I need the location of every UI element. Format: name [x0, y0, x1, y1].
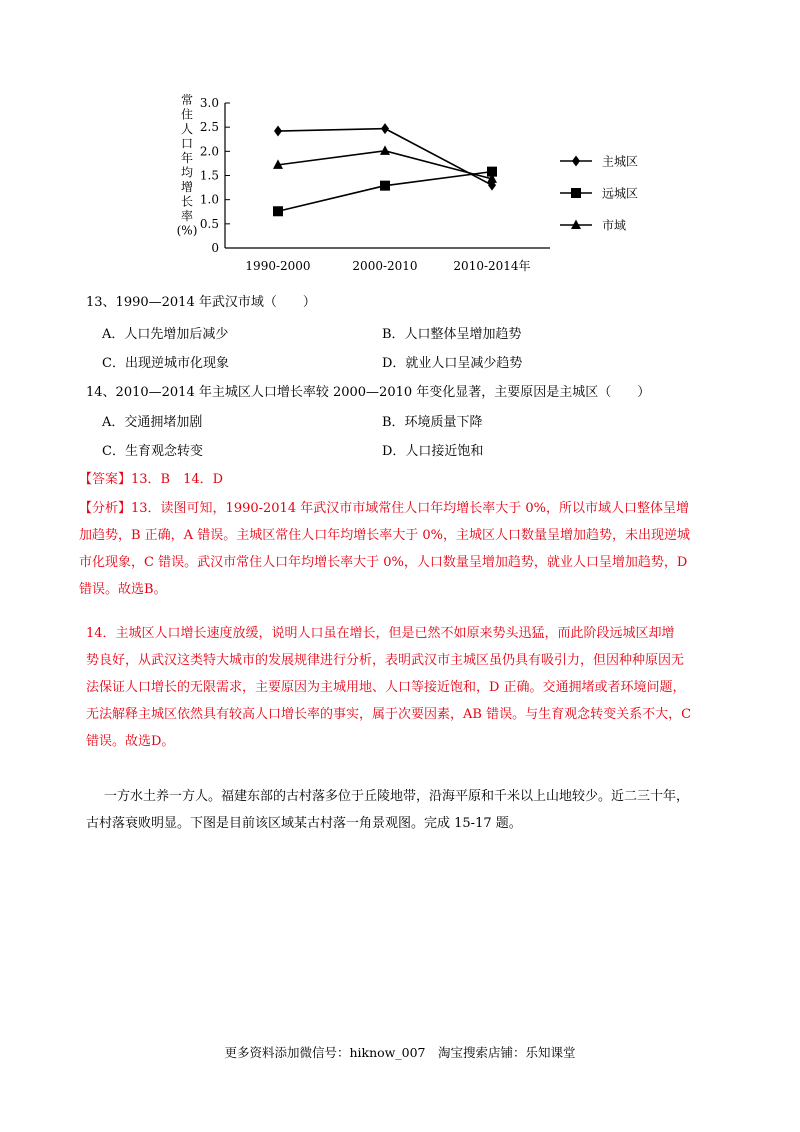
answer-line: 【答案】13．B 14．D	[79, 472, 224, 487]
data-point-triangle	[380, 145, 390, 155]
analysis-14-line: 法保证人口增长的无限需求，主要原因为主城用地、人口等接近饱和，D 正确。交通拥堵或者环境问题，	[86, 680, 686, 695]
y-tick-label: 3.0	[199, 96, 219, 110]
y-tick-label: 1.5	[199, 168, 219, 183]
y-tick-label: 2.0	[199, 144, 219, 159]
footer-note: 更多资料添加微信号：hiknow_007 淘宝搜索店铺：乐知课堂	[224, 1045, 576, 1060]
y-axis-label-char: 常	[180, 93, 194, 107]
y-tick-label: 0.5	[199, 216, 219, 231]
series-line-diamond	[278, 129, 492, 186]
intro-passage	[86, 783, 746, 837]
y-axis-label-char: 均	[180, 165, 194, 180]
q13-option-b: B．人口整体呈增加趋势	[382, 327, 522, 342]
q13-option-d: D．就业人口呈减少趋势	[382, 356, 523, 371]
analysis-13-line: 市化现象，C 错误。武汉市常住人口年均增长率大于 0%，人口数量呈增加趋势，就业人口呈增加趋势，D	[79, 555, 688, 570]
y-axis-label-char: 率	[180, 209, 194, 223]
y-axis-label-unit: (%)	[176, 223, 198, 238]
question-13-stem: 13、1990—2014 年武汉市域（ ）	[86, 295, 316, 310]
legend-marker-square	[571, 188, 581, 198]
y-tick-label: 2.5	[199, 120, 219, 135]
series-line-triangle	[278, 151, 492, 179]
analysis-13-line: 加趋势，B 正确，A 错误。主城区常住人口年均增长率大于 0%，主城区人口数量呈增加趋势，未出现逆城	[79, 528, 690, 543]
legend-label: 市域	[602, 218, 627, 233]
analysis-13-line: 【分析】13．读图可知，1990-2014 年武汉市市域常住人口年均增长率大于 0%，所以市域人口整体呈增	[79, 501, 689, 516]
y-tick-label: 0	[211, 241, 219, 255]
y-axis-label-char: 口	[180, 136, 194, 151]
y-axis-label-char: 年	[180, 151, 194, 165]
chart-legend	[560, 155, 638, 233]
q14-option-b: B．环境质量下降	[382, 415, 483, 430]
q13-option-c: C．出现逆城市化现象	[102, 356, 229, 371]
y-axis-label-char: 长	[180, 194, 194, 209]
analysis-14	[86, 620, 746, 755]
analysis-14-line: 14．主城区人口增长速度放缓，说明人口虽在增长，但是已然不如原来势头迅猛，而此阶段远城区却增	[86, 626, 675, 641]
analysis-14-line: 无法解释主城区依然具有较高人口增长率的事实，属于次要因素，AB 错误。与生育观念转变关系不大，C	[86, 707, 692, 722]
analysis-13	[79, 495, 739, 603]
chart-axes	[200, 96, 550, 273]
analysis-14-line: 势良好，从武汉这类特大城市的发展规律进行分析，表明武汉市主城区虽仍具有吸引力，但因种种原因无	[86, 653, 685, 668]
y-axis-label-char: 人	[180, 122, 194, 136]
series-line-square	[278, 172, 492, 212]
y-axis-label	[177, 92, 198, 238]
question-14-stem: 14、2010—2014 年主城区人口增长率较 2000—2010 年变化显著，主要原因是主城区（ ）	[86, 385, 651, 400]
data-point-diamond	[274, 126, 282, 137]
population-growth-chart	[165, 88, 645, 288]
q13-option-a: A．人口先增加后减少	[102, 327, 229, 342]
x-tick-label: 2000-2010	[352, 259, 418, 273]
legend-marker-diamond	[572, 156, 580, 167]
x-tick-label: 1990-2000	[245, 259, 311, 273]
data-point-diamond	[381, 123, 389, 134]
x-tick-label: 2010-2014年	[453, 259, 531, 273]
q14-option-d: D．人口接近饱和	[382, 444, 484, 459]
q14-option-a: A．交通拥堵加剧	[102, 415, 203, 430]
data-point-square	[380, 181, 390, 191]
legend-label: 远城区	[602, 186, 639, 201]
chart-series	[273, 123, 497, 216]
q14-option-c: C．生育观念转变	[102, 444, 203, 459]
intro-line: 古村落衰败明显。下图是目前该区域某古村落一角景观图。完成 15-17 题。	[86, 816, 522, 831]
legend-label: 主城区	[602, 154, 639, 169]
y-tick-label: 1.0	[199, 192, 219, 207]
data-point-square	[273, 206, 283, 216]
y-axis-label-char: 住	[180, 107, 194, 122]
intro-line: 一方水土养一方人。福建东部的古村落多位于丘陵地带，沿海平原和千米以上山地较少。近二三十年，	[104, 789, 690, 804]
y-axis-label-char: 增	[180, 180, 194, 194]
analysis-14-line: 错误。故选D。	[86, 734, 175, 749]
analysis-13-line: 错误。故选B。	[79, 582, 167, 597]
